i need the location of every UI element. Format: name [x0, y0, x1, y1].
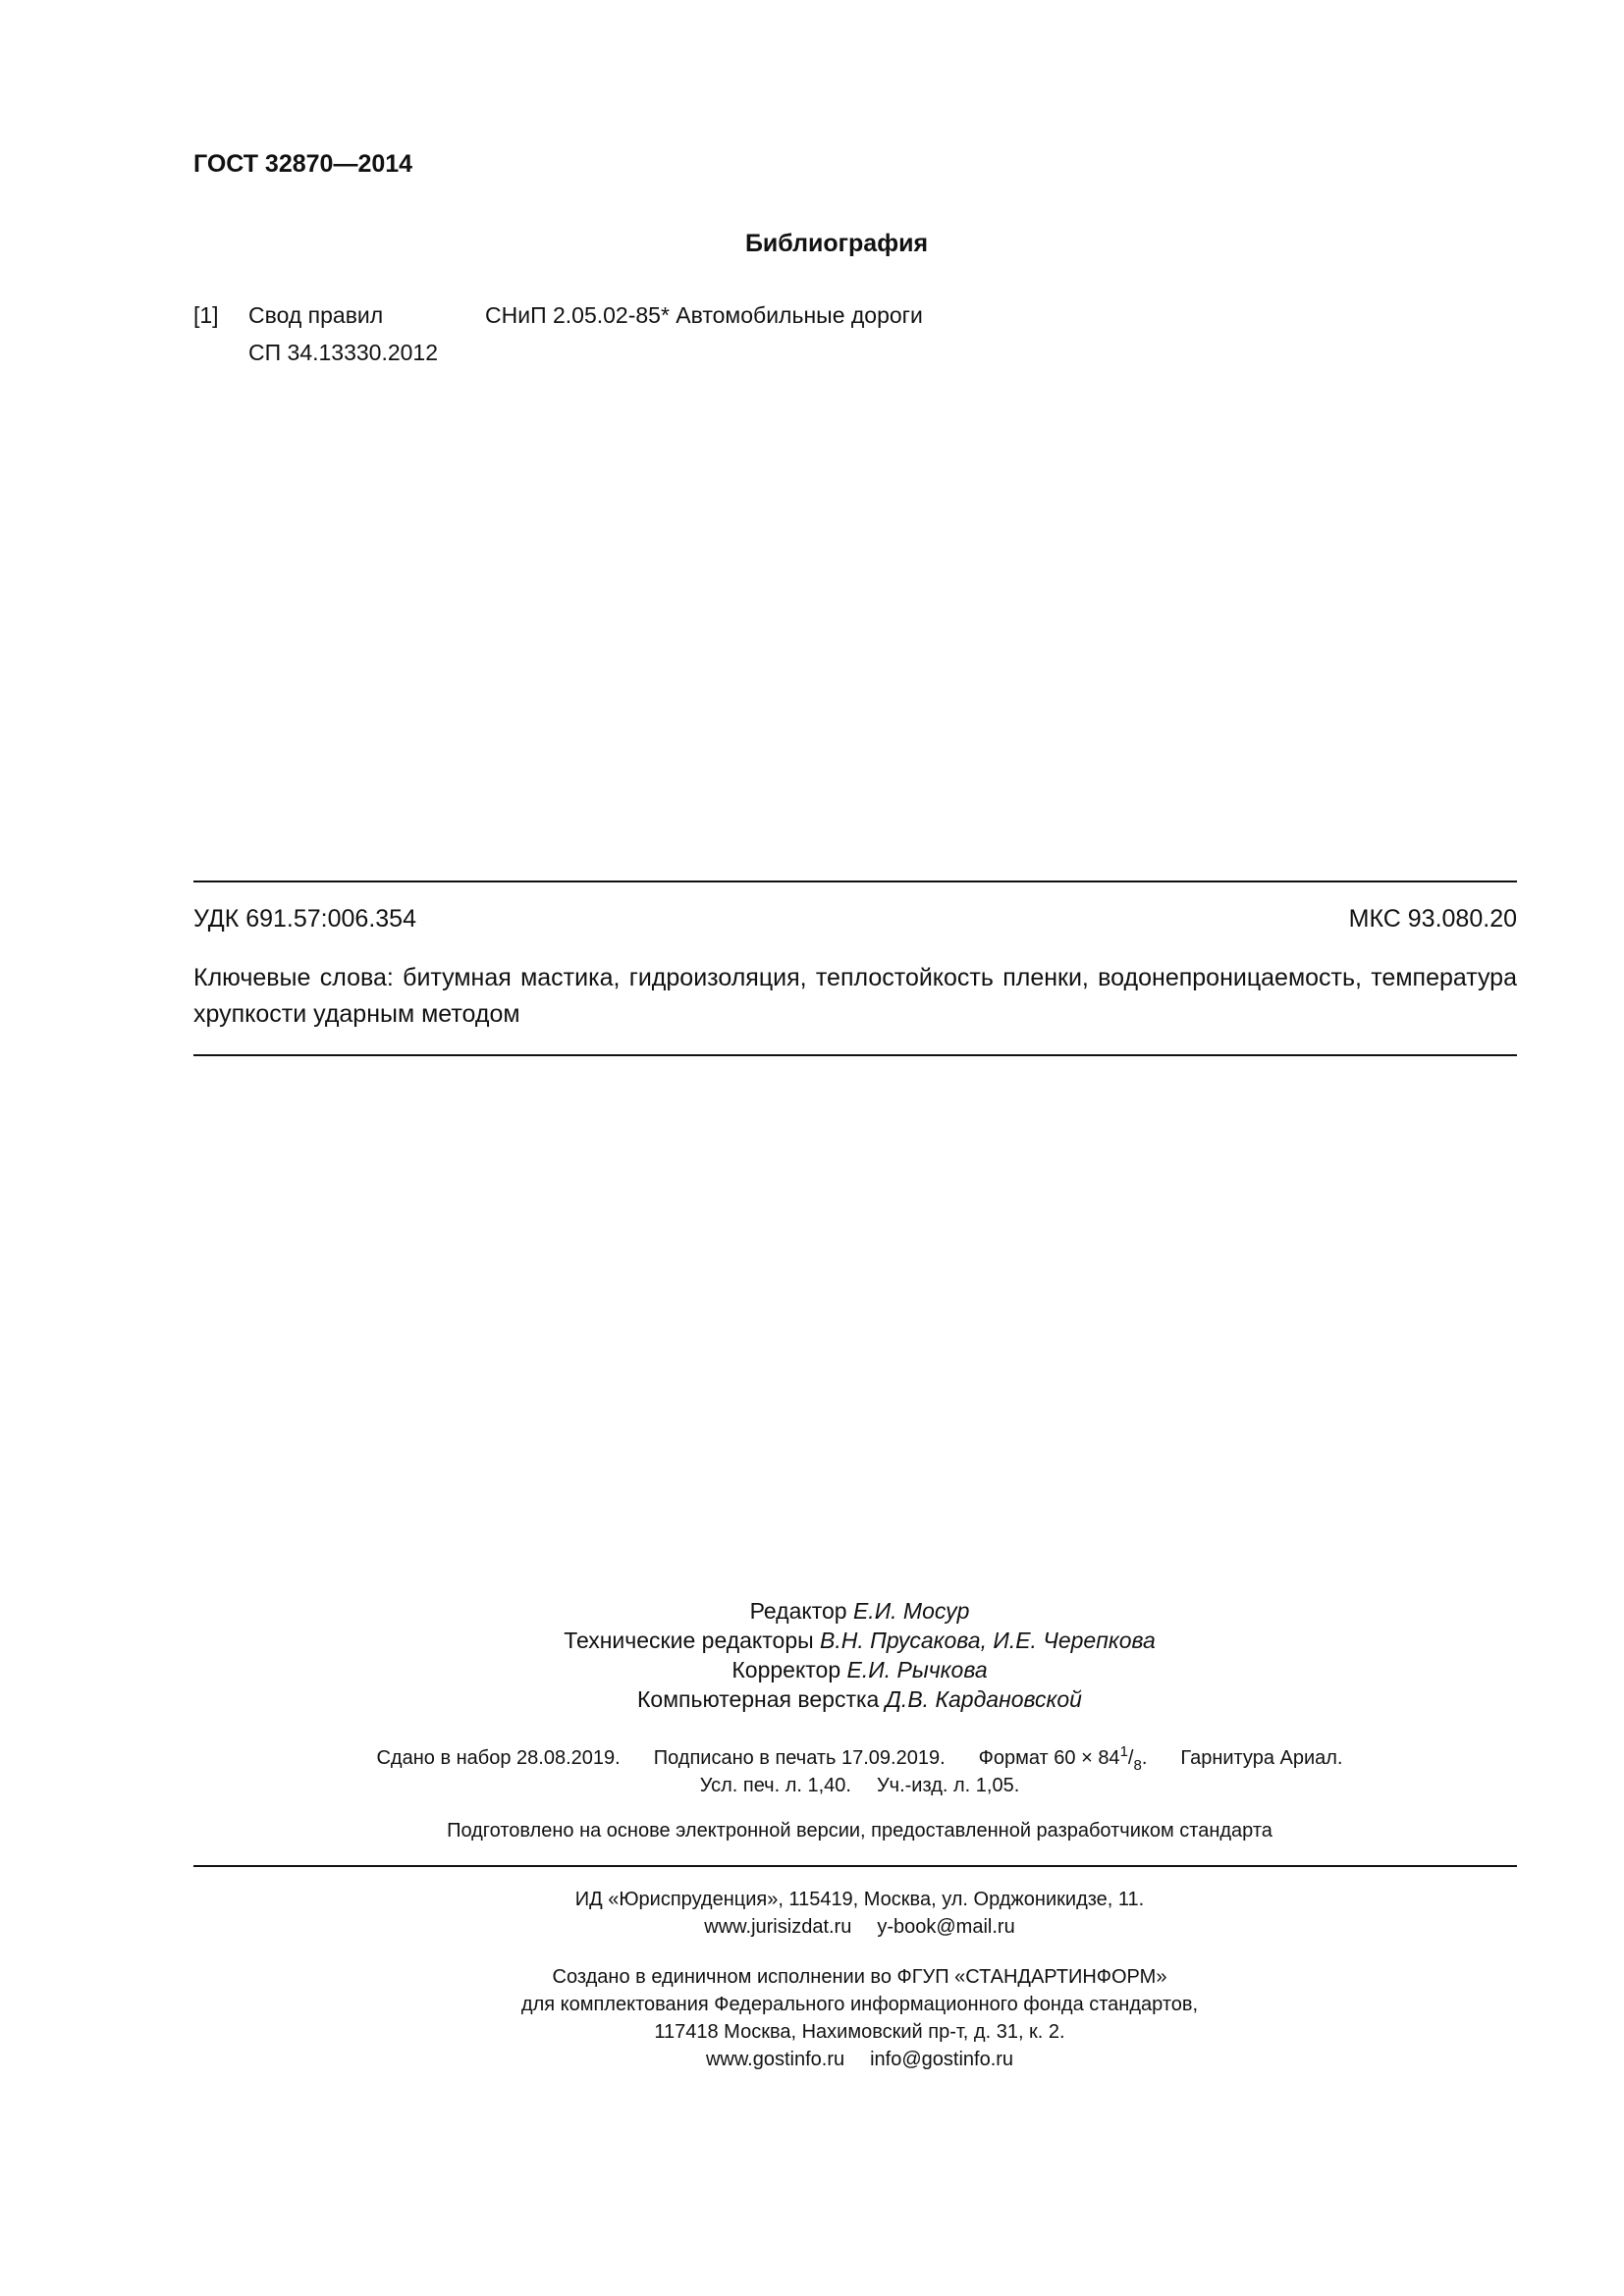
typeface: Гарнитура Ариал. — [1180, 1747, 1343, 1769]
producer-site: www.gostinfo.ru — [705, 2049, 845, 2070]
print-info-line1 — [95, 1744, 1624, 1772]
producer-line2: для комплектования Федерального информационного фонда стандартов, — [520, 1994, 1199, 2015]
entry-source-line2: СП 34.13330.2012 — [248, 340, 439, 365]
print-info — [0, 1744, 1624, 1799]
paper-format: Формат $60 \times 84^1/_8$. — [978, 1743, 1148, 1774]
credit-names: Е.И. Рычкова — [846, 1657, 988, 1682]
mks-code: МКС 93.080.20 — [1348, 905, 1517, 933]
credit-role: Редактор — [749, 1598, 847, 1624]
credit-names: Д.В. Кардановской — [885, 1686, 1082, 1712]
print-sheets: Усл. печ. л. 1,40. — [699, 1775, 851, 1796]
submitted-date: Сдано в набор 28.08.2019. — [376, 1747, 621, 1769]
credit-role: Корректор — [731, 1657, 841, 1682]
publisher-site: www.jurisizdat.ru — [704, 1916, 852, 1938]
credits-block — [0, 1596, 1624, 1714]
publisher-email: y-book@mail.ru — [877, 1916, 1015, 1938]
credit-tech-editors — [95, 1626, 1624, 1655]
udk-code: УДК 691.57:006.354 — [193, 905, 416, 933]
publisher-block — [0, 1886, 1624, 1941]
credit-names: Е.И. Мосур — [852, 1598, 970, 1624]
format-numerator: 1 — [1119, 1743, 1128, 1760]
print-info-line2 — [95, 1772, 1624, 1799]
prepared-note: Подготовлено на основе электронной версии, предоставленной разработчиком стандарта — [447, 1820, 1272, 1842]
credit-layout — [95, 1684, 1624, 1714]
credit-names: В.Н. Прусакова, И.Е. Черепкова — [820, 1628, 1156, 1653]
format-denominator: 8 — [1133, 1757, 1142, 1774]
entry-source-line1: Свод правил — [248, 302, 384, 328]
producer-line3: 117418 Москва, Нахимовский пр-т, д. 31, к. 2. — [654, 2021, 1065, 2043]
credit-role: Технические редакторы — [564, 1628, 814, 1653]
entry-source — [248, 296, 438, 371]
credit-role: Компьютерная верстка — [637, 1686, 880, 1712]
format-prefix: Формат 60 × 84 — [978, 1747, 1120, 1769]
pub-sheets: Уч.-изд. л. 1,05. — [876, 1775, 1020, 1796]
entry-description: СНиП 2.05.02-85* Автомобильные дороги — [485, 302, 923, 328]
divider-keywords — [193, 1054, 1517, 1056]
producer-line1: Создано в единичном исполнении во ФГУП «СТАНДАРТИНФОРМ» — [552, 1966, 1167, 1988]
producer-contacts — [95, 2046, 1624, 2073]
divider-bottom — [193, 1865, 1517, 1867]
publisher-contacts — [95, 1913, 1624, 1941]
format-suffix: . — [1141, 1747, 1148, 1769]
publisher-address: ИД «Юриспруденция», 115419, Москва, ул. Орджоникидзе, 11. — [574, 1889, 1145, 1910]
entry-number: [1] — [193, 302, 219, 328]
credit-corrector — [95, 1655, 1624, 1684]
producer-email: info@gostinfo.ru — [870, 2049, 1014, 2070]
producer-block — [0, 1963, 1624, 2073]
keywords: Ключевые слова: битумная мастика, гидроизоляция, теплостойкость пленки, водонепроницаемость, температура хрупкости ударным методом — [193, 964, 1517, 1028]
signed-date: Подписано в печать 17.09.2019. — [653, 1747, 946, 1769]
document-header: ГОСТ 32870—2014 — [193, 150, 413, 178]
bibliography-title: Библиография — [744, 230, 929, 257]
credit-editor — [95, 1596, 1624, 1626]
divider-top — [193, 881, 1517, 882]
